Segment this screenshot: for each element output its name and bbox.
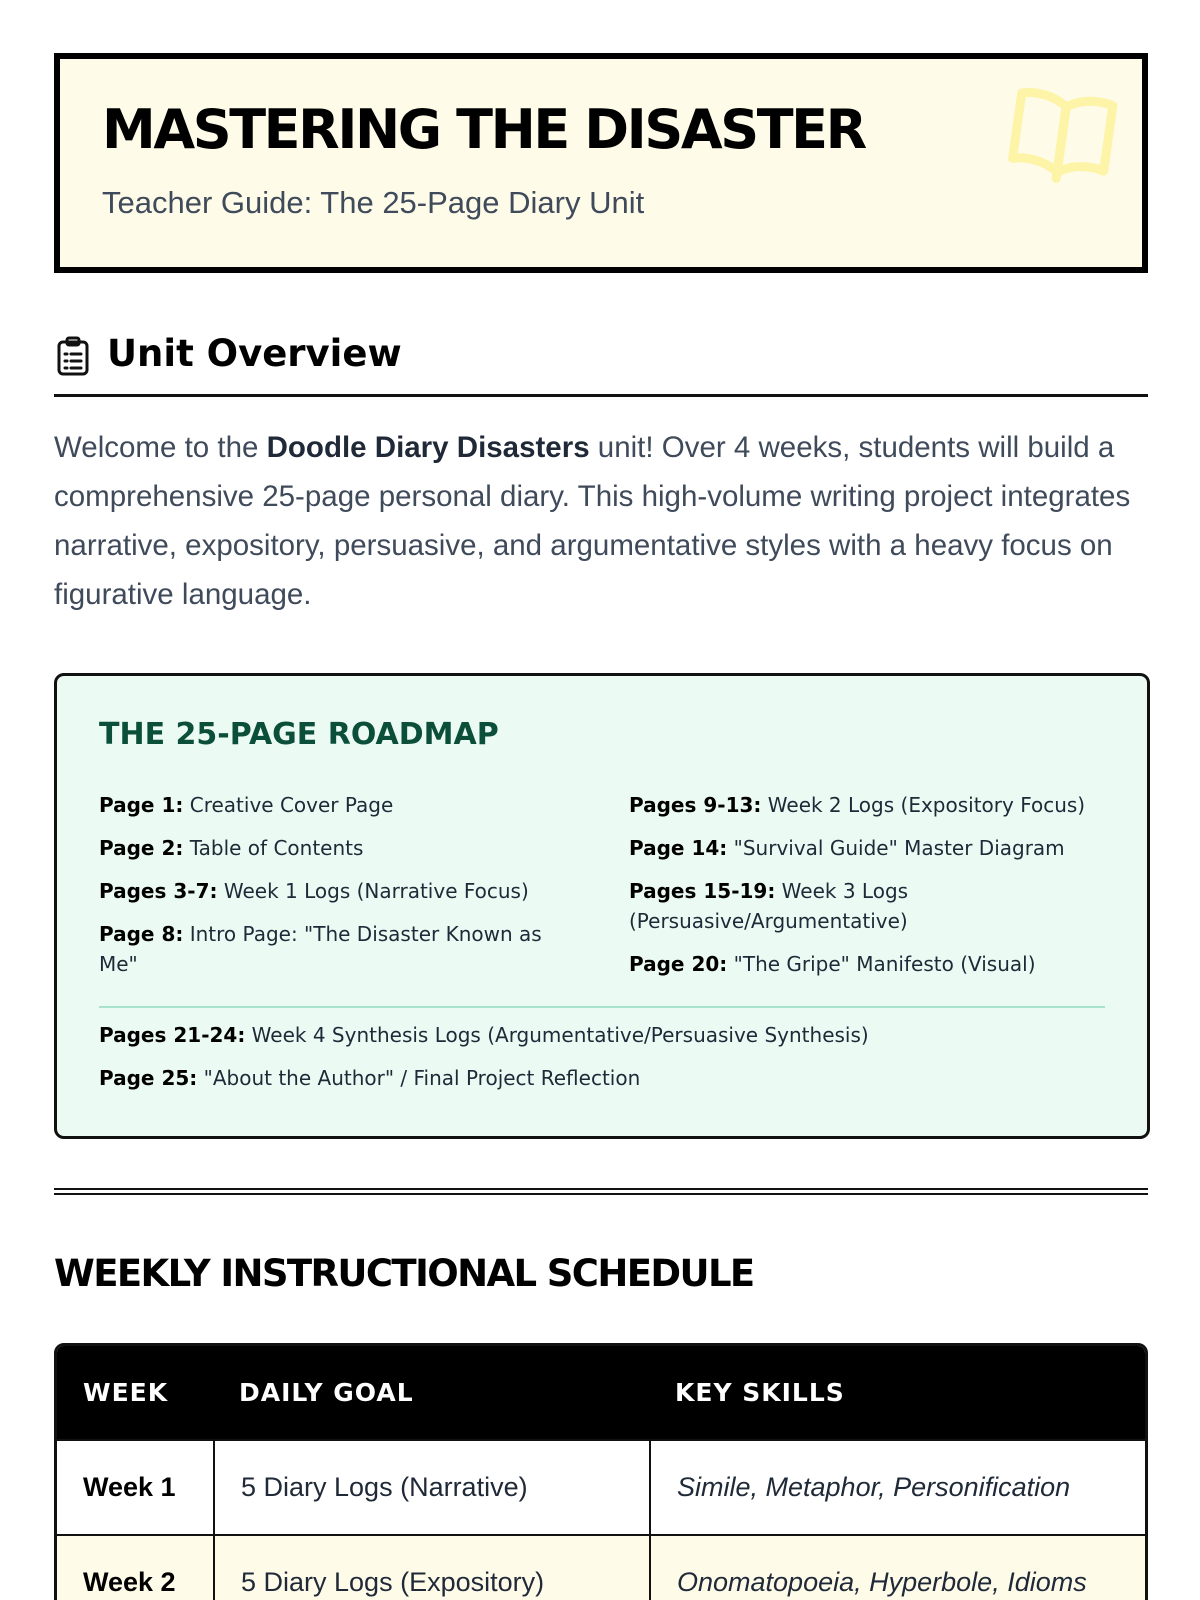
roadmap-item <box>99 919 569 979</box>
roadmap-title: THE 25-PAGE ROADMAP <box>99 717 499 752</box>
page-title: MASTERING THE DISASTER <box>102 98 865 161</box>
column-header-week: WEEK <box>57 1346 213 1439</box>
roadmap-item-text: "Survival Guide" Master Diagram <box>727 836 1065 860</box>
key-skills-cell: Simile, Metaphor, Personification <box>649 1439 1145 1534</box>
schedule-heading: WEEKLY INSTRUCTIONAL SCHEDULE <box>54 1252 754 1295</box>
roadmap-item-text: Creative Cover Page <box>183 793 394 817</box>
roadmap-item <box>99 876 569 906</box>
roadmap-item-label: Pages 9-13: <box>629 793 762 817</box>
roadmap-right-column <box>629 790 1119 992</box>
roadmap-divider <box>99 1006 1105 1008</box>
daily-goal-cell: 5 Diary Logs (Narrative) <box>213 1439 649 1534</box>
roadmap-item <box>629 833 1119 863</box>
table-row <box>57 1439 1145 1534</box>
roadmap-item-text: Week 4 Synthesis Logs (Argumentative/Persuasive Synthesis) <box>245 1023 869 1047</box>
roadmap-item <box>629 790 1119 820</box>
roadmap-item-label: Page 20: <box>629 952 728 976</box>
daily-goal-cell: 5 Diary Logs (Expository) <box>213 1534 649 1600</box>
key-skills-cell: Onomatopoeia, Hyperbole, Idioms <box>649 1534 1145 1600</box>
intro-text-end: unit! Over 4 weeks, students will build a comprehensive 25-page personal diary. This high-volume writing project integrates narrative, expository, persuasive, and argumentative styles with a heavy focus on figurative language. <box>54 431 1131 611</box>
clipboard-icon <box>56 336 90 376</box>
page-subtitle: Teacher Guide: The 25-Page Diary Unit <box>102 185 645 220</box>
column-header-daily-goal: DAILY GOAL <box>213 1346 649 1439</box>
roadmap-item <box>629 876 1119 936</box>
roadmap-item-label: Page 25: <box>99 1066 198 1090</box>
roadmap-item <box>99 1020 1105 1050</box>
roadmap-bottom-list <box>99 1020 1105 1106</box>
section-title: Unit Overview <box>107 332 402 375</box>
unit-name: Doodle Diary Disasters <box>266 431 590 464</box>
roadmap-item <box>99 833 569 863</box>
roadmap-item-label: Pages 3-7: <box>99 879 218 903</box>
book-icon <box>1006 87 1118 187</box>
roadmap-item-text: Table of Contents <box>183 836 364 860</box>
roadmap-item-label: Page 8: <box>99 922 184 946</box>
roadmap-box <box>54 673 1150 1139</box>
roadmap-item-label: Page 1: <box>99 793 184 817</box>
intro-paragraph <box>54 423 1148 619</box>
roadmap-item-label: Pages 15-19: <box>629 879 776 903</box>
roadmap-item <box>629 949 1119 979</box>
week-cell: Week 1 <box>57 1439 213 1534</box>
intro-text-start: Welcome to the <box>54 431 267 464</box>
roadmap-item-text: Week 3 Logs (Persuasive/Argumentative) <box>629 879 909 933</box>
roadmap-item-text: Week 2 Logs (Expository Focus) <box>761 793 1086 817</box>
section-divider <box>54 1188 1148 1195</box>
week-cell: Week 2 <box>57 1534 213 1600</box>
table-header-row <box>57 1346 1145 1439</box>
table-row <box>57 1534 1145 1600</box>
schedule-table <box>54 1343 1148 1600</box>
header-card <box>54 53 1148 273</box>
column-header-key-skills: KEY SKILLS <box>649 1346 1145 1439</box>
roadmap-item-label: Pages 21-24: <box>99 1023 246 1047</box>
roadmap-item <box>99 790 569 820</box>
roadmap-item-text: "About the Author" / Final Project Reflection <box>197 1066 641 1090</box>
roadmap-item <box>99 1063 1105 1093</box>
roadmap-left-column <box>99 790 569 992</box>
roadmap-item-text: "The Gripe" Manifesto (Visual) <box>727 952 1036 976</box>
roadmap-item-label: Page 14: <box>629 836 728 860</box>
roadmap-item-text: Intro Page: "The Disaster Known as Me" <box>99 922 542 976</box>
roadmap-item-text: Week 1 Logs (Narrative Focus) <box>217 879 529 903</box>
roadmap-item-label: Page 2: <box>99 836 184 860</box>
unit-overview-heading <box>54 330 1148 397</box>
